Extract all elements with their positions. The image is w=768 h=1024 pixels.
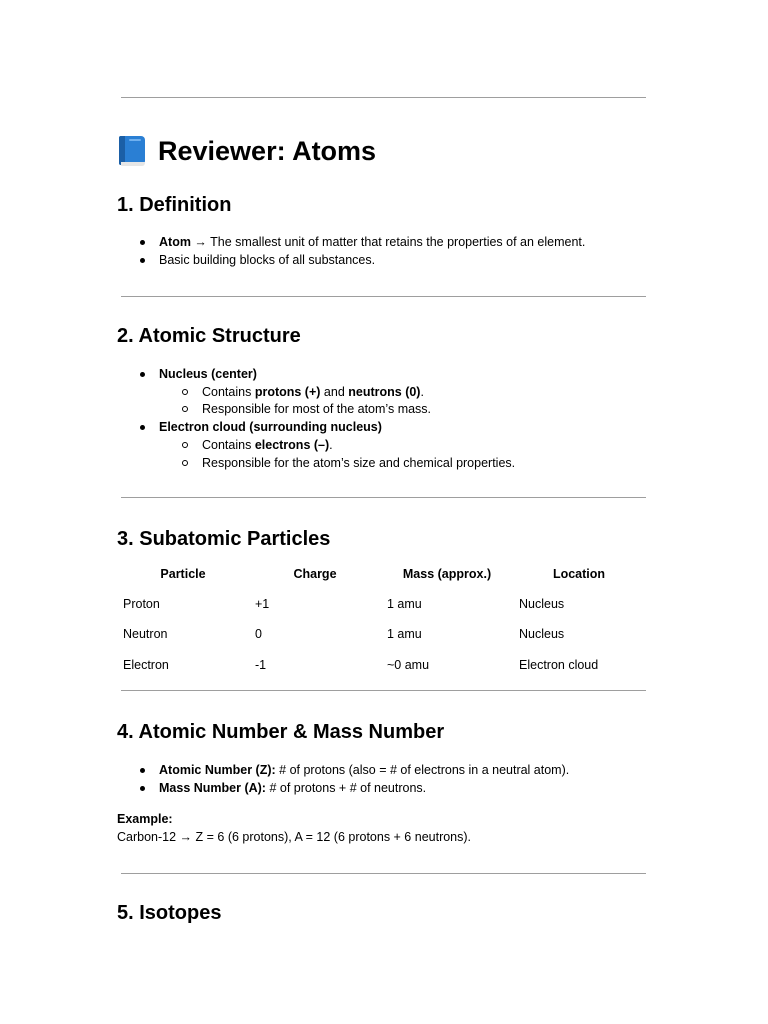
- bullet-item-atomic-number: Atomic Number (Z): # of protons (also = # of electrons in a neutral atom).: [159, 763, 570, 777]
- bullet-item-atom: Atom → The smallest unit of matter that retains the properties of an element.: [159, 235, 586, 249]
- bullet-item-nucleus: Nucleus (center): [159, 367, 257, 381]
- table-cell: 1 amu: [387, 597, 422, 611]
- bullet-item-mass-number: Mass Number (A): # of protons + # of neutrons.: [159, 781, 427, 795]
- table-cell: Neutron: [123, 627, 168, 641]
- table-cell: +1: [255, 597, 270, 611]
- example-label: Example:: [117, 812, 173, 826]
- example-text: Carbon-12 → Z = 6 (6 protons), A = 12 (6 protons + 6 neutrons).: [117, 830, 472, 844]
- section-heading-atomic-structure: 2. Atomic Structure: [117, 325, 301, 347]
- table-cell: 0: [255, 627, 262, 641]
- horizontal-rule: [121, 296, 646, 297]
- bullet-item-electron-cloud: Electron cloud (surrounding nucleus): [159, 420, 382, 434]
- table-cell: -1: [255, 658, 267, 672]
- section-heading-atomic-mass-number: 4. Atomic Number & Mass Number: [117, 721, 445, 743]
- page-title-text: Reviewer: Atoms: [158, 135, 377, 166]
- table-cell: Electron: [123, 658, 169, 672]
- table-cell: Nucleus: [519, 627, 565, 641]
- table-cell: Electron cloud: [519, 658, 599, 672]
- section-heading-definition: 1. Definition: [117, 194, 232, 216]
- bullet-item-building-blocks: Basic building blocks of all substances.: [159, 253, 376, 267]
- blue-book-icon: [117, 135, 147, 167]
- sub-bullet-mass: Responsible for most of the atom’s mass.: [202, 402, 432, 416]
- horizontal-rule: [121, 97, 646, 98]
- table-cell: Proton: [123, 597, 160, 611]
- section-heading-subatomic-particles: 3. Subatomic Particles: [117, 528, 331, 550]
- horizontal-rule: [121, 873, 646, 874]
- sub-bullet-size-chemical: Responsible for the atom’s size and chemical properties.: [202, 456, 516, 470]
- table-header-cell: Particle: [160, 567, 206, 581]
- horizontal-rule: [121, 497, 646, 498]
- section-heading-isotopes: 5. Isotopes: [117, 902, 222, 924]
- table-cell: ~0 amu: [387, 658, 430, 672]
- page-title: [117, 131, 376, 171]
- horizontal-rule: [121, 690, 646, 691]
- sub-bullet-protons-neutrons: Contains protons (+) and neutrons (0).: [202, 385, 424, 399]
- table-cell: 1 amu: [387, 627, 422, 641]
- table-header-cell: Location: [552, 567, 606, 581]
- sub-bullet-electrons: Contains electrons (–).: [202, 438, 333, 452]
- table-header-cell: Charge: [293, 567, 337, 581]
- table-header-cell: Mass (approx.): [402, 567, 492, 581]
- table-cell: Nucleus: [519, 597, 565, 611]
